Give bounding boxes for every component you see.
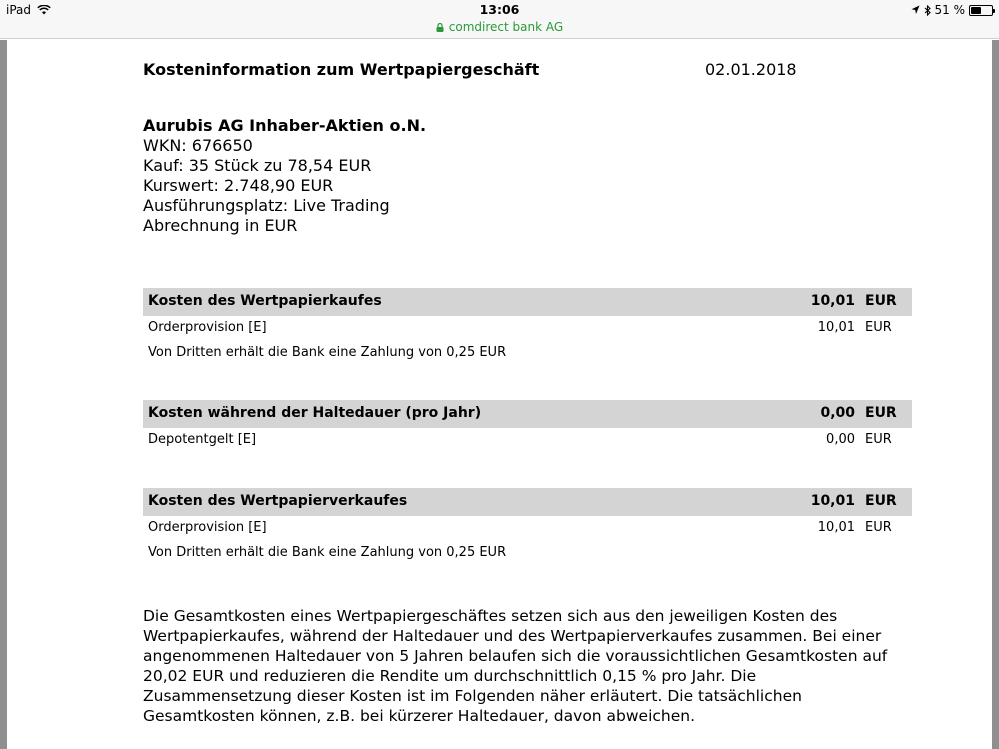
- section-amount: 0,00: [820, 405, 855, 421]
- security-value: Kurswert: 2.748,90 EUR: [143, 176, 334, 195]
- site-name: comdirect bank AG: [448, 20, 564, 34]
- status-right: [911, 3, 994, 17]
- summary-line: Zusammensetzung dieser Kosten ist im Folgenden näher erläutert. Die tatsächlichen: [143, 687, 802, 705]
- summary-paragraph: [143, 606, 918, 726]
- status-bar: [0, 0, 999, 20]
- document[interactable]: [7, 40, 992, 749]
- bluetooth-icon: [924, 5, 931, 16]
- section-currency: EUR: [865, 293, 897, 309]
- summary-line: Gesamtkosten können, z.B. bei kürzerer Haltedauer, davon abweichen.: [143, 707, 696, 725]
- cost-section-purchase: [143, 288, 912, 366]
- security-name: Aurubis AG Inhaber-Aktien o.N.: [143, 116, 427, 135]
- document-title: Kosteninformation zum Wertpapiergeschäft: [143, 60, 540, 79]
- page-frame-left: [0, 40, 7, 749]
- summary-line: Die Gesamtkosten eines Wertpapiergeschäftes setzen sich aus den jeweiligen Kosten des: [143, 607, 838, 625]
- cost-section-holding: [143, 400, 912, 453]
- cost-row: [143, 316, 912, 341]
- cost-row-amount: 10,01: [817, 320, 855, 335]
- security-venue: Ausführungsplatz: Live Trading: [143, 196, 390, 215]
- section-title: Kosten während der Haltedauer (pro Jahr): [148, 405, 482, 421]
- cost-note-row: [143, 541, 912, 566]
- cost-row: [143, 516, 912, 541]
- summary-line: Wertpapierkaufes, während der Haltedauer und des Wertpapierverkaufes zusammen. Bei einer: [143, 627, 882, 645]
- cost-row-amount: 0,00: [826, 432, 855, 447]
- summary-line: angenommenen Haltedauer von 5 Jahren belaufen sich die voraussichtlichen Gesamtkosten auf: [143, 647, 888, 665]
- url-bar[interactable]: [0, 20, 999, 39]
- section-currency: EUR: [865, 493, 897, 509]
- section-header: [143, 488, 912, 516]
- section-title: Kosten des Wertpapierkaufes: [148, 293, 382, 309]
- section-header: [143, 288, 912, 316]
- cost-row-label: Orderprovision [E]: [148, 320, 267, 335]
- battery-icon: [969, 5, 993, 16]
- section-amount: 10,01: [810, 493, 855, 509]
- section-title: Kosten des Wertpapierverkaufes: [148, 493, 408, 509]
- section-header: [143, 400, 912, 428]
- security-info: [143, 116, 426, 236]
- device-name: iPad: [6, 3, 32, 17]
- cost-note: Von Dritten erhält die Bank eine Zahlung von 0,25 EUR: [148, 545, 507, 560]
- section-amount: 10,01: [810, 293, 855, 309]
- clock: 13:06: [479, 2, 520, 17]
- cost-row: [143, 428, 912, 453]
- cost-row-currency: EUR: [865, 432, 892, 447]
- cost-note-row: [143, 341, 912, 366]
- security-wkn: WKN: 676650: [143, 136, 253, 155]
- cost-note: Von Dritten erhält die Bank eine Zahlung von 0,25 EUR: [148, 345, 507, 360]
- page-frame-right: [992, 40, 999, 749]
- location-icon: [911, 5, 920, 15]
- lock-icon: [436, 23, 444, 32]
- cost-row-currency: EUR: [865, 320, 892, 335]
- cost-section-sale: [143, 488, 912, 566]
- cost-row-label: Depotentgelt [E]: [148, 432, 257, 447]
- cost-row-currency: EUR: [865, 520, 892, 535]
- cost-row-amount: 10,01: [817, 520, 855, 535]
- summary-line: 20,02 EUR und reduzieren die Rendite um durchschnittlich 0,15 % pro Jahr. Die: [143, 667, 757, 685]
- cost-row-label: Orderprovision [E]: [148, 520, 267, 535]
- document-date: 02.01.2018: [705, 60, 797, 79]
- section-currency: EUR: [865, 405, 897, 421]
- security-settlement: Abrechnung in EUR: [143, 216, 298, 235]
- security-order: Kauf: 35 Stück zu 78,54 EUR: [143, 156, 372, 175]
- battery-percent: 51 %: [934, 3, 965, 17]
